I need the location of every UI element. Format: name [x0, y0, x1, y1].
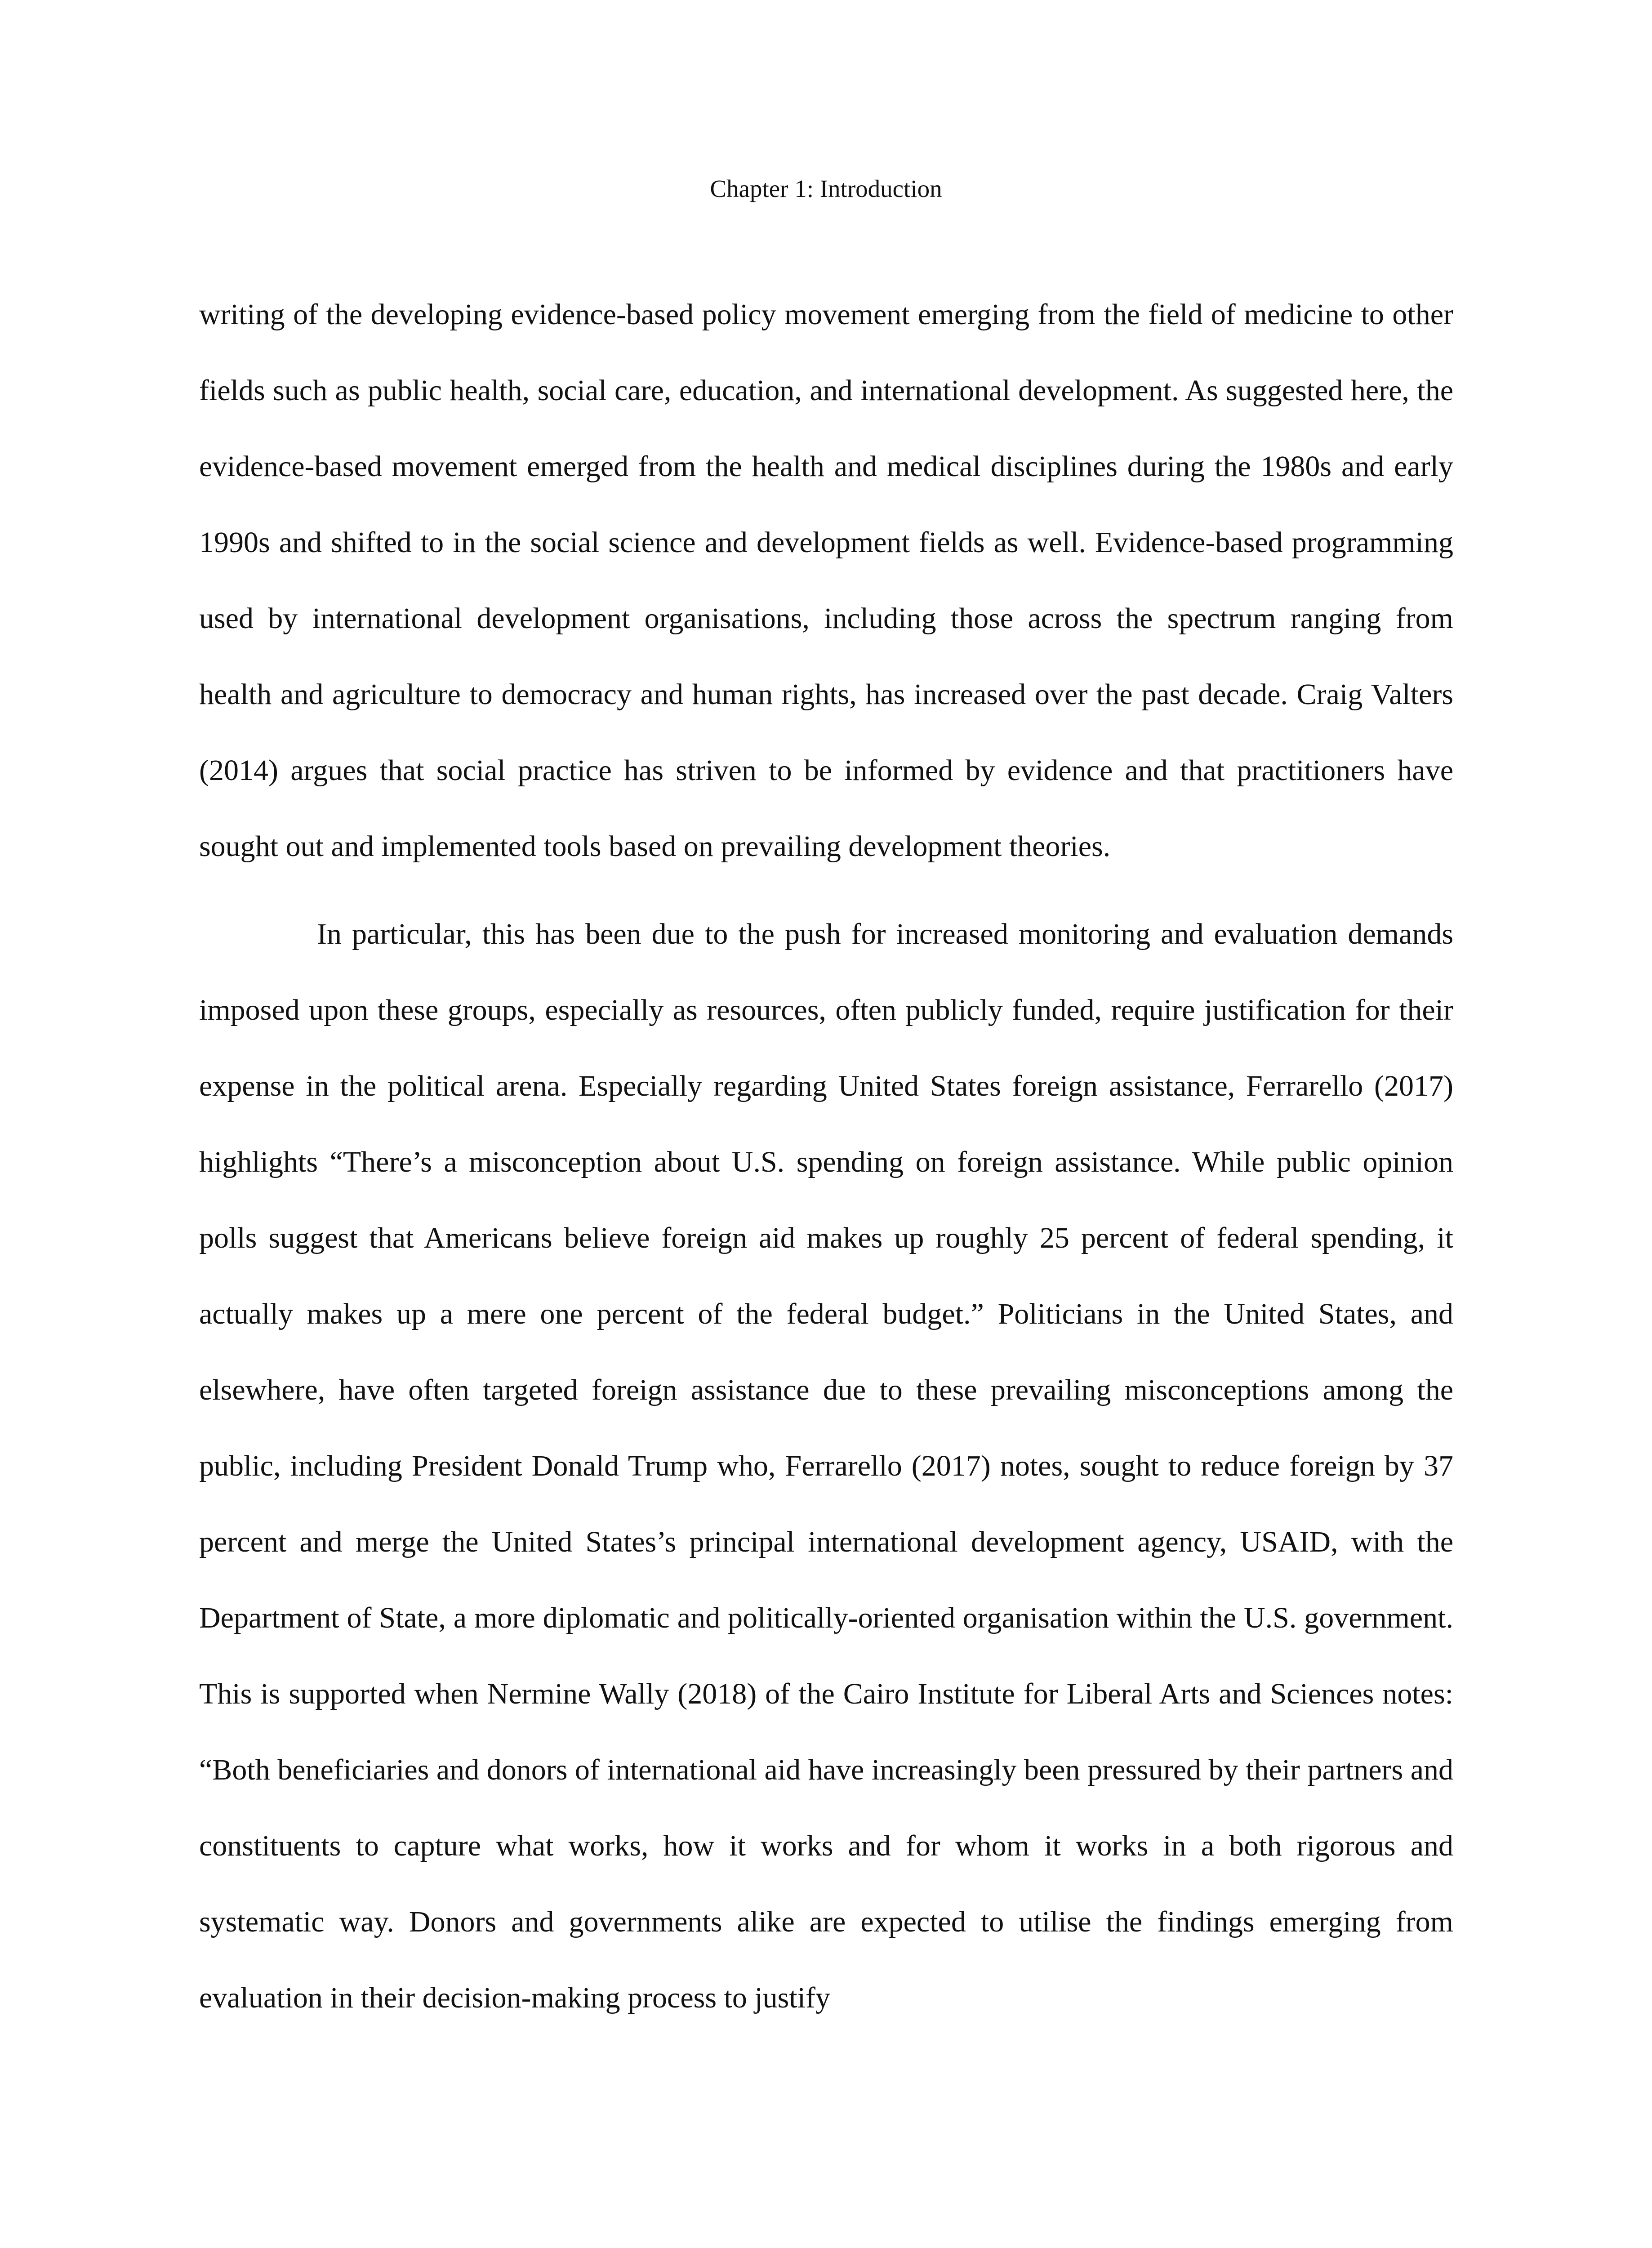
running-header: Chapter 1: Introduction [710, 175, 942, 202]
paragraph-continued: writing of the developing evidence-based policy movement emerging from the field of medicine to other fields such as public health, social care, education, and international development. As suggested here, the evidence-based movement emerged from the health and medical disciplines during the 1980s and early 1990s and shifted to in the social science and development fields as well. Evidence-based programming used by international development organisations, including those across the spectrum ranging from health and agriculture to democracy and human rights, has increased over the past decade. Craig Valters (2014) argues that social practice has striven to be informed by evidence and that practitioners have sought out and implemented tools based on prevailing development theories. [199, 298, 1453, 863]
paragraph: In particular, this has been due to the push for increased monitoring and evaluation demands imposed upon these groups, especially as resources, often publicly funded, require justification for their expense in the political arena. Especially regarding United States foreign assistance, Ferrarello (2017) highlights “There’s a misconception about U.S. spending on foreign assistance. While public opinion polls suggest that Americans believe foreign aid makes up roughly 25 percent of federal spending, it actually makes up a mere one percent of the federal budget.” Politicians in the United States, and elsewhere, have often targeted foreign assistance due to these prevailing misconceptions among the public, including President Donald Trump who, Ferrarello (2017) notes, sought to reduce foreign by 37 percent and merge the United States’s principal international development agency, USAID, with the Department of State, a more diplomatic and politically-oriented organisation within the U.S. government. This is supported when Nermine Wally (2018) of the Cairo Institute for Liberal Arts and Sciences notes: “Both beneficiaries and donors of international aid have increasingly been pressured by their partners and constituents to capture what works, how it works and for whom it works in a both rigorous and systematic way. Donors and governments alike are expected to utilise the findings emerging from evaluation in their decision-making process to justify [199, 918, 1453, 2014]
body-text [199, 277, 1453, 2036]
